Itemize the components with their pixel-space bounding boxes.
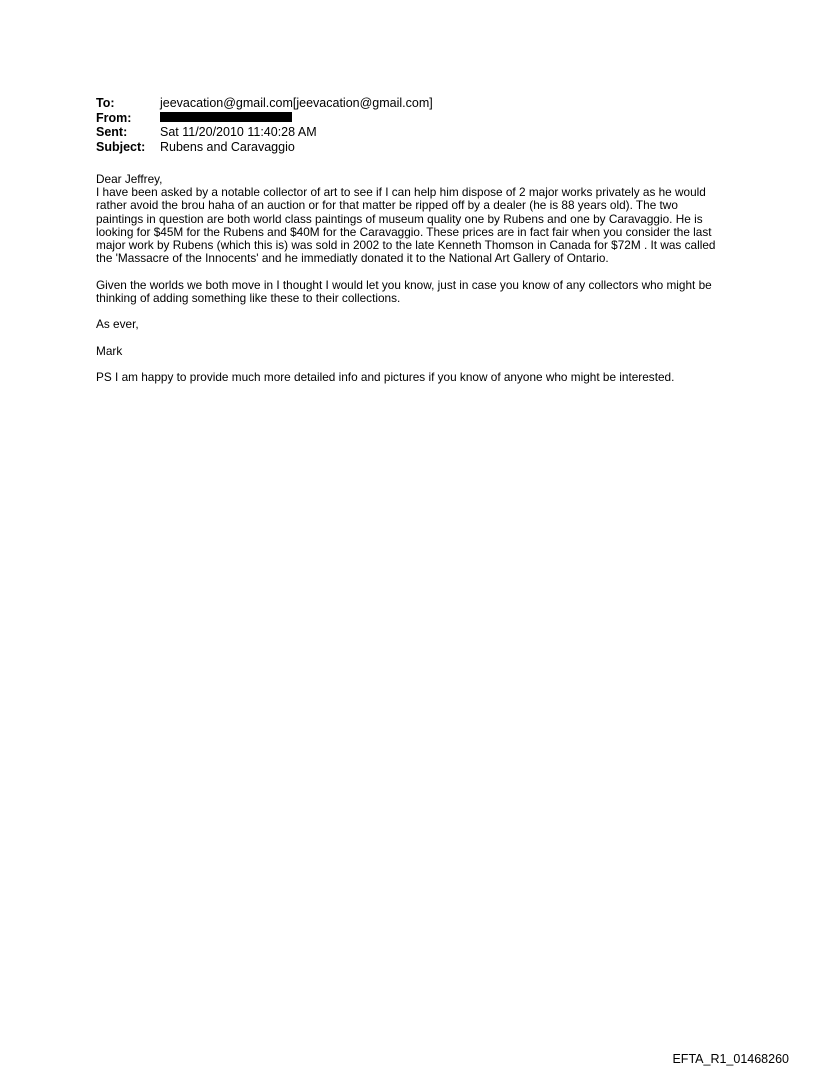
postscript: PS I am happy to provide much more detailed info and pictures if you know of anyone who might be interested. <box>96 369 675 384</box>
email-body <box>96 173 720 397</box>
signature: Mark <box>96 343 123 358</box>
email-header <box>96 96 736 154</box>
body-paragraph-2: Given the worlds we both move in I thought I would let you know, just in case you know of any collectors who might be thinking of adding something like these to their collections. <box>96 277 712 305</box>
to-value: jeevacation@gmail.com[jeevacation@gmail.com] <box>160 96 433 110</box>
subject-value: Rubens and Caravaggio <box>160 139 295 154</box>
body-paragraph-1: I have been asked by a notable collector of art to see if I can help him dispose of 2 major works privately as he would rather avoid the brou haha of an auction or for that matter be ripped off by a dealer (he is 88 years old). The two paintings in question are both world class paintings of museum quality one by Rubens and one by Caravaggio. He is looking for $45M for the Rubens and $40M for the Caravaggio. These prices are in fact fair when you consider the last major work by Rubens (which this is) was sold in 2002 to the late Kenneth Thomson in Canada for $72M . It was called the 'Massacre of the Innocents' and he immediatly donated it to the National Art Gallery of Ontario. <box>96 185 716 266</box>
from-value <box>160 111 736 126</box>
sent-value: Sat 11/20/2010 11:40:28 AM <box>160 125 317 139</box>
to-row <box>96 96 736 111</box>
subject-label: Subject: <box>96 139 146 154</box>
sent-label: Sent: <box>96 125 128 139</box>
from-label: From: <box>96 110 132 125</box>
greeting: Dear Jeffrey, <box>96 172 163 186</box>
from-row <box>96 111 736 126</box>
closing: As ever, <box>96 317 139 332</box>
redaction-bar <box>160 112 292 122</box>
sent-row <box>96 125 736 140</box>
subject-row <box>96 140 736 155</box>
document-id: EFTA_R1_01468260 <box>672 1052 789 1066</box>
to-label: To: <box>96 96 115 110</box>
